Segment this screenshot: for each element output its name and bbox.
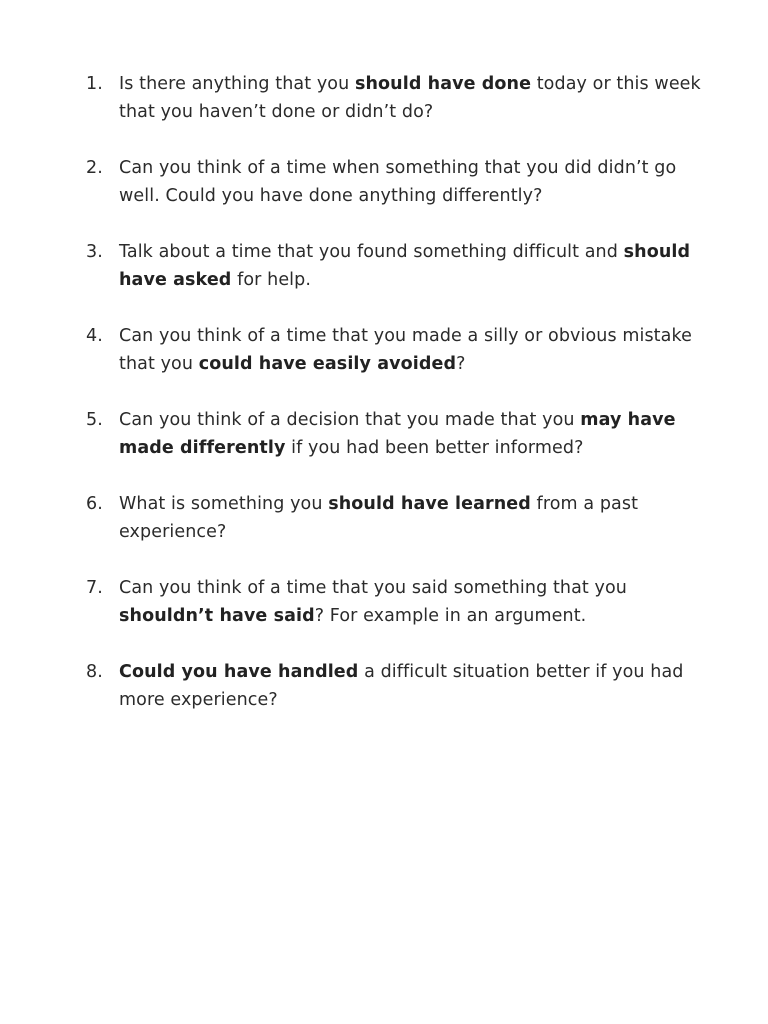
question-text bbox=[119, 158, 676, 206]
question-item bbox=[86, 70, 706, 126]
question-number: 1. bbox=[86, 74, 103, 94]
question-item bbox=[86, 490, 706, 546]
question-text bbox=[119, 410, 676, 458]
text-segment: Talk about a time that you found something difficult and bbox=[119, 242, 624, 262]
text-segment: What is something you bbox=[119, 494, 329, 514]
text-segment: Can you think of a time that you said something that you bbox=[119, 578, 627, 598]
question-item bbox=[86, 658, 706, 714]
text-segment: today or this week that you haven’t done or didn’t do? bbox=[119, 74, 701, 122]
emphasized-phrase: could have easily avoided bbox=[198, 354, 457, 374]
question-number: 4. bbox=[86, 326, 103, 346]
emphasized-phrase: may have made differently bbox=[119, 410, 676, 458]
question-number: 6. bbox=[86, 494, 103, 514]
question-number: 2. bbox=[86, 158, 103, 178]
question-item bbox=[86, 238, 706, 294]
question-text bbox=[119, 74, 701, 122]
question-item bbox=[86, 322, 706, 378]
question-text bbox=[119, 662, 684, 710]
question-text bbox=[119, 326, 692, 374]
text-segment: ? For example in an argument. bbox=[314, 606, 587, 626]
text-segment: Can you think of a time when something that you did didn’t go well. Could you have done anything differently? bbox=[119, 158, 677, 206]
text-segment: Can you think of a decision that you made that you bbox=[119, 410, 581, 430]
text-segment: if you had been better informed? bbox=[285, 438, 584, 458]
question-item bbox=[86, 406, 706, 462]
question-list bbox=[86, 70, 706, 742]
emphasized-phrase: shouldn’t have said bbox=[119, 606, 315, 626]
text-segment: ? bbox=[456, 354, 466, 374]
text-segment: a difficult situation better if you had more experience? bbox=[119, 662, 684, 710]
text-segment: from a past experience? bbox=[119, 494, 639, 542]
question-number: 5. bbox=[86, 410, 103, 430]
text-segment: for help. bbox=[231, 270, 312, 290]
text-segment: Is there anything that you bbox=[119, 74, 355, 94]
question-text bbox=[119, 578, 627, 626]
question-number: 7. bbox=[86, 578, 103, 598]
question-item bbox=[86, 574, 706, 630]
emphasized-phrase: Could you have handled bbox=[119, 662, 359, 682]
question-text bbox=[119, 242, 690, 290]
emphasized-phrase: should have asked bbox=[119, 242, 691, 290]
text-segment: Can you think of a time that you made a silly or obvious mistake that you bbox=[119, 326, 692, 374]
question-text bbox=[119, 494, 638, 542]
question-number: 3. bbox=[86, 242, 103, 262]
emphasized-phrase: should have done bbox=[354, 74, 532, 94]
question-item bbox=[86, 154, 706, 210]
emphasized-phrase: should have learned bbox=[328, 494, 531, 514]
question-number: 8. bbox=[86, 662, 103, 682]
